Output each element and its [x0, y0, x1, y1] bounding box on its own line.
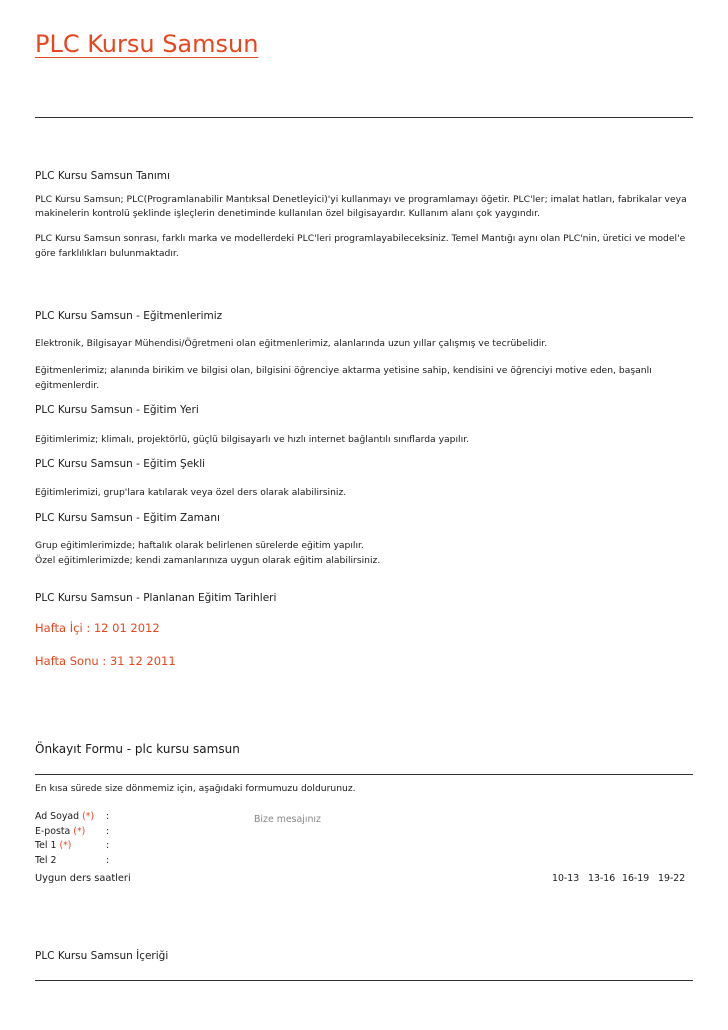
- header-divider: [35, 117, 693, 118]
- form-intro: En kısa sürede size dönmemiz için, aşağıdaki formumuzu doldurunuz.: [35, 783, 356, 794]
- tanim-paragraph-1-line-2: makinelerin kontrolü şeklinde işleçlerin denetiminde kullanılan özel bilgisayardır. Kullanım alanı çok yaygındır.: [35, 208, 540, 219]
- hafta-sonu-date: Hafta Sonu : 31 12 2011: [35, 654, 176, 668]
- section-heading-zaman: PLC Kursu Samsun - Eğitim Zamanı: [35, 512, 220, 524]
- section-heading-yer: PLC Kursu Samsun - Eğitim Yeri: [35, 404, 199, 416]
- sekil-paragraph-1: Eğitimlerimizi, grup'lara katılarak veya özel ders olarak alabilirsiniz.: [35, 487, 347, 498]
- message-textarea[interactable]: [254, 807, 454, 867]
- field-label-e-posta: E-posta (*): [35, 826, 86, 837]
- required-mark: (*): [59, 840, 72, 851]
- section-heading-tarihler: PLC Kursu Samsun - Planlanan Eğitim Tarihleri: [35, 592, 277, 604]
- tel-1-input[interactable]: [116, 837, 236, 852]
- required-mark: (*): [73, 826, 86, 837]
- egitmenler-paragraph-2-line-2: eğitmenlerdir.: [35, 380, 100, 391]
- field-label-tel-1: Tel 1 (*): [35, 840, 72, 851]
- e-posta-input[interactable]: [116, 823, 236, 838]
- hour-option-13-16[interactable]: 13-16: [588, 873, 616, 884]
- section-heading-icerik: PLC Kursu Samsun İçeriği: [35, 950, 169, 962]
- field-colon: :: [106, 811, 110, 822]
- egitmenler-paragraph-1: Elektronik, Bilgisayar Mühendisi/Öğretmeni olan eğitmenlerimiz, alanlarında uzun yıllar çalışmış ve tecrübelidir.: [35, 338, 548, 349]
- message-placeholder: Bize mesajınız: [254, 814, 321, 825]
- tel-2-input[interactable]: [116, 852, 236, 867]
- hour-option-16-19[interactable]: 16-19: [622, 873, 650, 884]
- tanim-paragraph-1-line-1: PLC Kursu Samsun; PLC(Programlanabilir Mantıksal Denetleyici)'yi kullanmayı ve programlamayı öğetir. PLC'ler; imalat hatları, fabrikalar veya: [35, 194, 687, 205]
- section-heading-tanim: PLC Kursu Samsun Tanımı: [35, 170, 170, 182]
- field-label-tel-2: Tel 2: [35, 855, 57, 866]
- page-title: PLC Kursu Samsun: [35, 30, 259, 58]
- hour-option-19-22[interactable]: 19-22: [658, 873, 686, 884]
- tanim-paragraph-2-line-2: göre farklılıkları bulunmaktadır.: [35, 248, 179, 259]
- egitmenler-paragraph-2-line-1: Eğitmenlerimiz; alanında birikim ve bilgisi olan, bilgisini öğrenciye aktarma yetisine sahip, kendisini ve öğrenciyi motive eden, başanlı: [35, 365, 652, 376]
- form-divider: [35, 774, 693, 775]
- field-label-ad-soyad: Ad Soyad (*): [35, 811, 95, 822]
- field-colon: :: [106, 840, 110, 851]
- field-colon: :: [106, 826, 110, 837]
- field-colon: :: [106, 855, 110, 866]
- hour-option-10-13[interactable]: 10-13: [552, 873, 580, 884]
- yer-paragraph-1: Eğitimlerimiz; klimalı, projektörlü, güçlü bilgisayarlı ve hızlı internet bağlantılı sınıflarda yapılır.: [35, 434, 469, 445]
- zaman-paragraph-1: Grup eğitimlerimizde; haftalık olarak belirlenen sürelerde eğitim yapılır.: [35, 540, 364, 551]
- hours-label: Uygun ders saatleri: [35, 873, 131, 884]
- ad-soyad-input[interactable]: [116, 808, 236, 823]
- section-heading-egitmenler: PLC Kursu Samsun - Eğitmenlerimiz: [35, 310, 223, 322]
- footer-divider: [35, 980, 693, 981]
- tanim-paragraph-2-line-1: PLC Kursu Samsun sonrası, farklı marka ve modellerdeki PLC'leri programlayabileceksiniz. Temel Mantığı aynı olan PLC'nin, üretici ve model'e: [35, 233, 686, 244]
- form-heading: Önkayıt Formu - plc kursu samsun: [35, 742, 240, 756]
- section-heading-sekil: PLC Kursu Samsun - Eğitim Şekli: [35, 458, 206, 470]
- hafta-ici-date: Hafta İçi : 12 01 2012: [35, 621, 160, 635]
- required-mark: (*): [82, 811, 95, 822]
- zaman-paragraph-2: Özel eğitimlerimizde; kendi zamanlarınıza uygun olarak eğitim alabilirsiniz.: [35, 555, 381, 566]
